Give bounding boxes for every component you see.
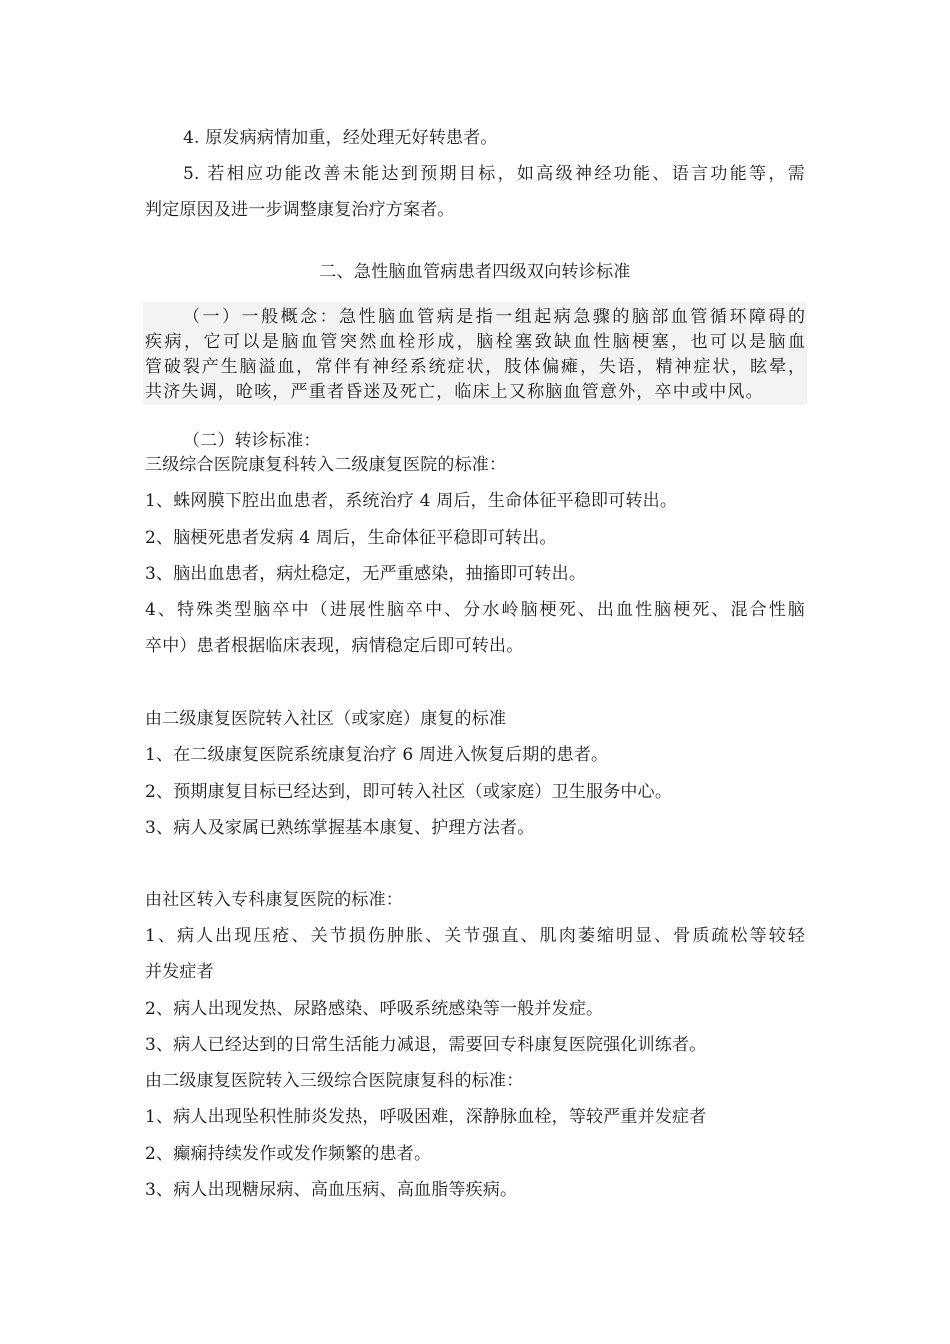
group3-item-3: 3、病人已经达到的日常生活能力减退，需要回专科康复医院强化训练者。 (145, 1035, 707, 1055)
concept-line-4: 共济失调，呛咳，严重者昏迷及死亡，临床上又称脑血管意外，卒中或中风。 (145, 382, 764, 402)
group1-item-1: 1、蛛网膜下腔出血患者，系统治疗 4 周后，生命体征平稳即可转出。 (145, 491, 678, 511)
section-title: 二、急性脑血管病患者四级双向转诊标准 (319, 262, 631, 282)
group3-item-1-line-1: 1、病人出现压疮、关节损伤肿胀、关节强直、肌肉萎缩明显、骨质疏松等较轻 (145, 926, 805, 946)
concept-line-3: 管破裂产生脑溢血，常伴有神经系统症状，肢体偏瘫，失语，精神症状，眩晕， (145, 357, 805, 377)
group1-heading: 三级综合医院康复科转入二级康复医院的标准： (145, 455, 507, 475)
group2-heading: 由二级康复医院转入社区（或家庭）康复的标准 (145, 709, 507, 729)
group3-item-2: 2、病人出现发热、尿路感染、呼吸系统感染等一般并发症。 (145, 999, 604, 1019)
group1-item-2: 2、脑梗死患者发病 4 周后，生命体征平稳即可转出。 (145, 528, 557, 548)
referral-heading: （二）转诊标准： (183, 431, 321, 451)
group2-item-3: 3、病人及家属已熟练掌握基本康复、护理方法者。 (145, 818, 535, 838)
item-4: 4. 原发病病情加重，经处理无好转患者。 (183, 128, 498, 148)
group4-heading: 由二级康复医院转入三级综合医院康复科的标准： (145, 1071, 524, 1091)
group2-item-2: 2、预期康复目标已经达到，即可转入社区（或家庭）卫生服务中心。 (145, 782, 673, 802)
group3-item-1-line-2: 并发症者 (145, 962, 214, 982)
group3-heading: 由社区转入专科康复医院的标准： (145, 890, 403, 910)
group1-item-4-line-2: 卒中）患者根据临床表现，病情稳定后即可转出。 (145, 636, 524, 656)
concept-line-1: （一）一般概念：急性脑血管病是指一组起病急骤的脑部血管循环障碍的 (183, 307, 805, 327)
group4-item-1: 1、病人出现坠积性肺炎发热，呼吸困难，深静脉血栓，等较严重并发症者 (145, 1107, 707, 1127)
group1-item-4-line-1: 4、特殊类型脑卒中（进展性脑卒中、分水岭脑梗死、出血性脑梗死、混合性脑 (145, 600, 805, 620)
group4-item-3: 3、病人出现糖尿病、高血压病、高血脂等疾病。 (145, 1180, 518, 1200)
group2-item-1: 1、在二级康复医院系统康复治疗 6 周进入恢复后期的患者。 (145, 745, 609, 765)
item-5-line-2: 判定原因及进一步调整康复治疗方案者。 (145, 200, 455, 220)
item-5-line-1: 5. 若相应功能改善未能达到预期目标，如高级神经功能、语言功能等，需 (183, 164, 805, 184)
group4-item-2: 2、癫痫持续发作或发作频繁的患者。 (145, 1144, 432, 1164)
concept-line-2: 疾病，它可以是脑血管突然血栓形成，脑栓塞致缺血性脑梗塞，也可以是脑血 (145, 332, 805, 352)
group1-item-3: 3、脑出血患者，病灶稳定，无严重感染，抽搐即可转出。 (145, 564, 587, 584)
